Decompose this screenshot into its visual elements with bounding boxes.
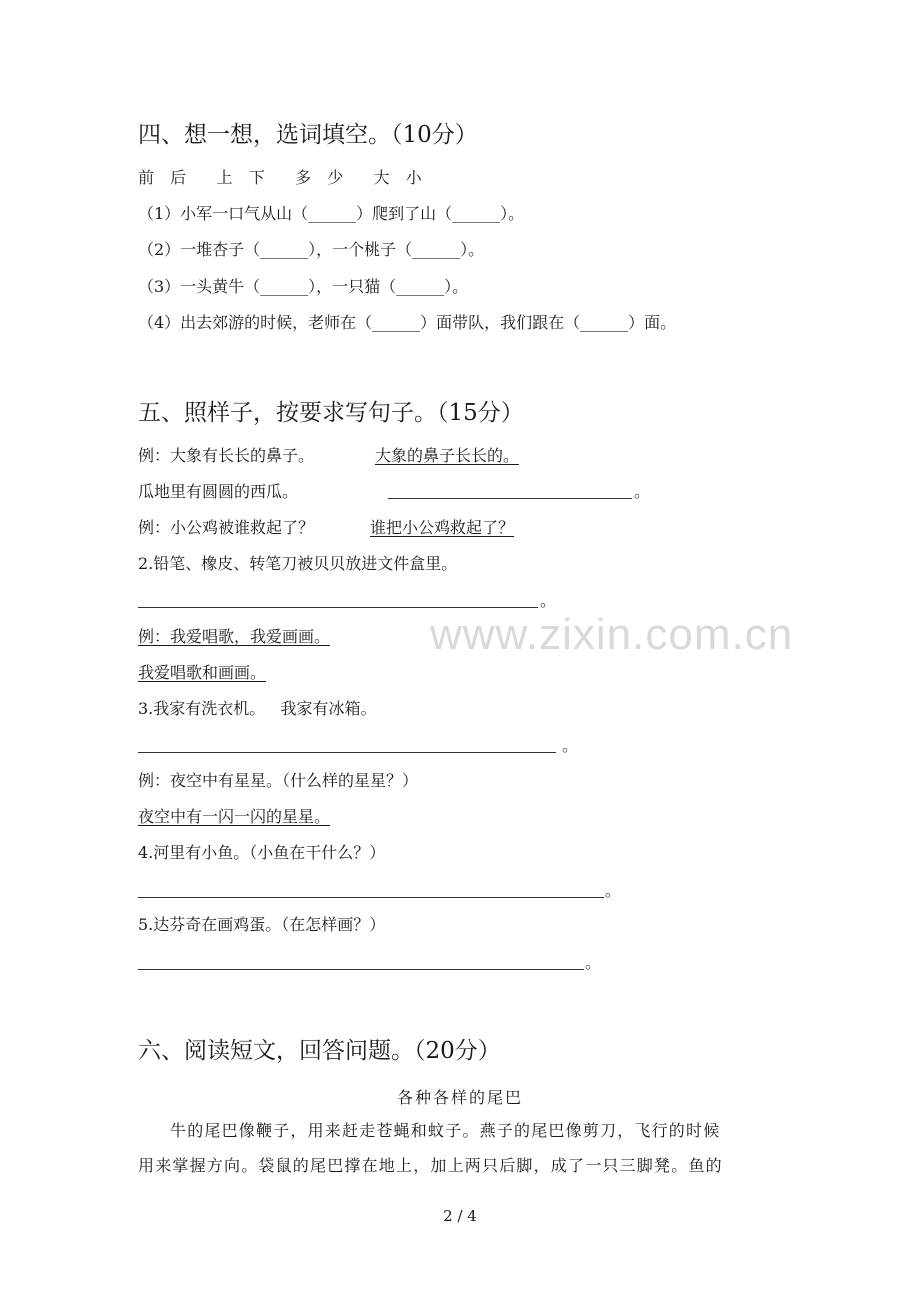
word-bank: 前 后 上 下 多 少 大 小 xyxy=(138,168,424,187)
example1-answer: 大象的鼻子长长的。 xyxy=(375,446,520,465)
answer-period-2: 。 xyxy=(540,591,557,610)
fill-item-1: （1）小军一口气从山（______）爬到了山（______）。 xyxy=(138,204,525,223)
fill-item-3: （3）一头黄牛（______），一只猫（______）。 xyxy=(138,277,469,296)
passage-line-1: 牛的尾巴像鞭子，用来赶走苍蝇和蚊子。燕子的尾巴像剪刀，飞行的时候 xyxy=(170,1121,721,1140)
question4: 4.河里有小鱼。（小鱼在干什么？） xyxy=(138,843,386,862)
example4-prompt: 例：夜空中有星星。（什么样的星星？） xyxy=(138,771,419,790)
example2-answer: 谁把小公鸡救起了？ xyxy=(370,518,515,537)
section4-heading: 四、想一想，选词填空。（10分） xyxy=(138,122,478,148)
answer-line-3 xyxy=(138,752,556,753)
question2: 2.铅笔、橡皮、转笔刀被贝贝放进文件盒里。 xyxy=(138,554,458,573)
answer-period-1: 。 xyxy=(634,482,651,501)
answer-period-3: 。 xyxy=(562,736,579,755)
question3: 3.我家有洗衣机。 我家有冰箱。 xyxy=(138,699,377,718)
section6-heading: 六、阅读短文，回答问题。（20分） xyxy=(138,1038,501,1064)
fill-item-4: （4）出去郊游的时候，老师在（______）面带队，我们跟在（______）面。 xyxy=(138,313,677,332)
answer-period-4: 。 xyxy=(605,881,622,900)
watermark: www.zixin.com.cn xyxy=(430,610,794,659)
question5: 5.达芬奇在画鸡蛋。（在怎样画？） xyxy=(138,915,386,934)
example1-prompt: 例：大象有长长的鼻子。 xyxy=(138,446,315,465)
section5-heading: 五、照样子，按要求写句子。（15分） xyxy=(138,400,524,426)
answer-line-1 xyxy=(388,498,632,499)
example2-prompt: 例：小公鸡被谁救起了？ xyxy=(138,518,315,537)
passage-title: 各种各样的尾巴 xyxy=(396,1088,523,1107)
answer-period-5: 。 xyxy=(585,953,602,972)
question1: 瓜地里有圆圆的西瓜。 xyxy=(138,482,299,501)
example4-answer: 夜空中有一闪一闪的星星。 xyxy=(138,807,331,826)
passage-line-2: 用来掌握方向。袋鼠的尾巴撑在地上，加上两只后脚，成了一只三脚凳。鱼的 xyxy=(138,1156,723,1175)
fill-item-2: （2）一堆杏子（______），一个桃子（______）。 xyxy=(138,240,485,259)
example3-prompt: 例：我爱唱歌，我爱画画。 xyxy=(138,627,331,646)
answer-line-5 xyxy=(138,969,584,970)
example3-answer: 我爱唱歌和画画。 xyxy=(138,663,267,682)
answer-line-2 xyxy=(138,607,538,608)
answer-line-4 xyxy=(138,897,604,898)
page-number: 2 / 4 xyxy=(443,1207,477,1225)
